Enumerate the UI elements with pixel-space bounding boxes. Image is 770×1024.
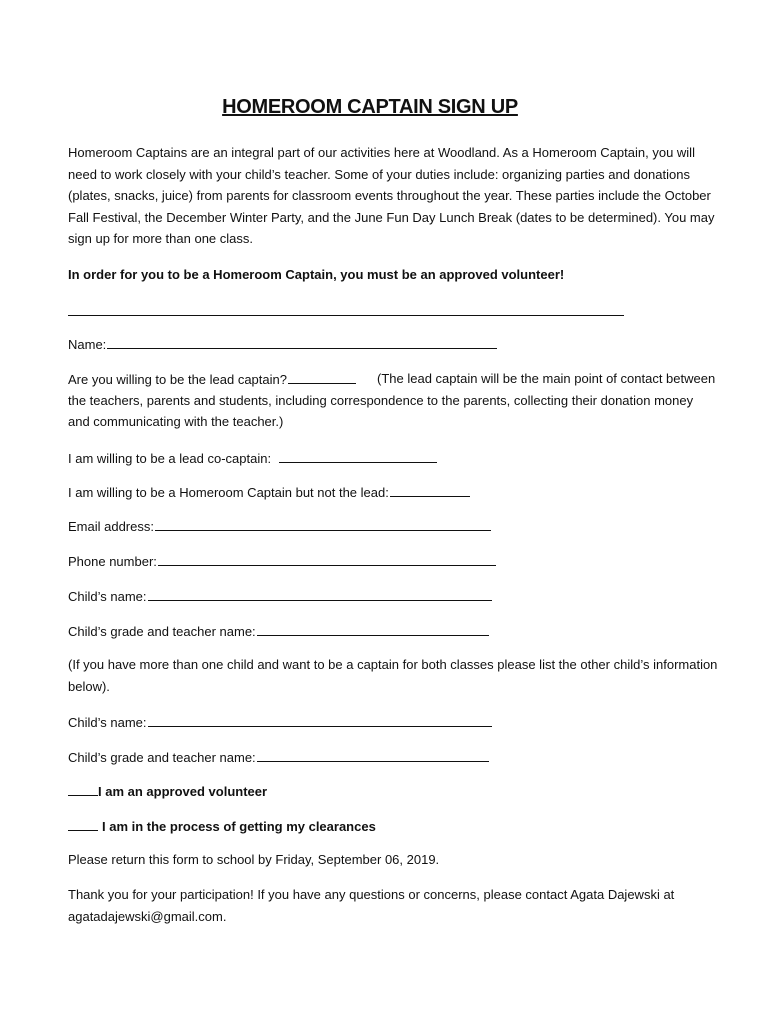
child-grade-input-line[interactable] xyxy=(257,623,489,636)
co-captain-field xyxy=(68,450,437,467)
phone-input-line[interactable] xyxy=(158,553,496,566)
second-child-grade-field xyxy=(68,749,489,766)
child-name-label: Child’s name: xyxy=(68,589,147,604)
clearances-checkline[interactable] xyxy=(68,818,98,831)
thanks-note: Thank you for your participation! If you have any questions or concerns, please contact Agata Dajewski at agatadajewski@gmail.com. xyxy=(68,887,675,924)
email-field xyxy=(68,518,491,535)
page-title: HOMEROOM CAPTAIN SIGN UP xyxy=(222,96,518,118)
second-child-name-input-line[interactable] xyxy=(148,714,492,727)
approved-volunteer-option xyxy=(68,783,267,800)
clearances-option xyxy=(68,818,376,835)
name-input-line[interactable] xyxy=(107,336,497,349)
email-label: Email address: xyxy=(68,519,154,534)
not-lead-label: I am willing to be a Homeroom Captain but not the lead: xyxy=(68,485,389,500)
co-captain-label: I am willing to be a lead co-captain: xyxy=(68,451,272,466)
requirement-notice: In order for you to be a Homeroom Captain, you must be an approved volunteer! xyxy=(68,267,565,282)
separator-line xyxy=(68,315,624,316)
second-child-grade-input-line[interactable] xyxy=(257,749,489,762)
phone-label: Phone number: xyxy=(68,554,157,569)
not-lead-input-line[interactable] xyxy=(390,484,470,497)
child-grade-label: Child’s grade and teacher name: xyxy=(68,624,256,639)
child-grade-field xyxy=(68,623,489,640)
phone-field xyxy=(68,553,496,570)
return-note: Please return this form to school by Friday, September 06, 2019. xyxy=(68,852,440,867)
email-input-line[interactable] xyxy=(155,518,491,531)
second-child-name-label: Child’s name: xyxy=(68,715,147,730)
lead-captain-note: (The lead captain will be the main point of contact between the teachers, parents and students, including correspondence to the parents, collecting their donation money and communicating with the teacher.) xyxy=(68,371,716,429)
second-child-note: (If you have more than one child and want to be a captain for both classes please list the other child’s information below). xyxy=(68,657,718,694)
second-child-name-field xyxy=(68,714,492,731)
second-child-grade-label: Child’s grade and teacher name: xyxy=(68,750,256,765)
co-captain-input-line[interactable] xyxy=(279,450,437,463)
not-lead-field xyxy=(68,484,470,501)
approved-volunteer-label: I am an approved volunteer xyxy=(98,784,268,799)
approved-volunteer-checkline[interactable] xyxy=(68,783,98,796)
name-label: Name: xyxy=(68,337,107,352)
lead-captain-label: Are you willing to be the lead captain? xyxy=(68,372,287,387)
name-field xyxy=(68,336,497,353)
child-name-field xyxy=(68,588,492,605)
child-name-input-line[interactable] xyxy=(148,588,492,601)
intro-paragraph: Homeroom Captains are an integral part of our activities here at Woodland. As a Homeroom Captain, you will need to work closely with your child’s teacher. Some of your duties include: organizing parties and donations (plates, snacks, juice) from parents for classroom events throughout the year. These parties include the October Fall Festival, the December Winter Party, and the June Fun Day Lunch Break (dates to be determined). You may sign up for more than one class. xyxy=(68,145,715,246)
clearances-label: I am in the process of getting my clearances xyxy=(102,819,376,834)
